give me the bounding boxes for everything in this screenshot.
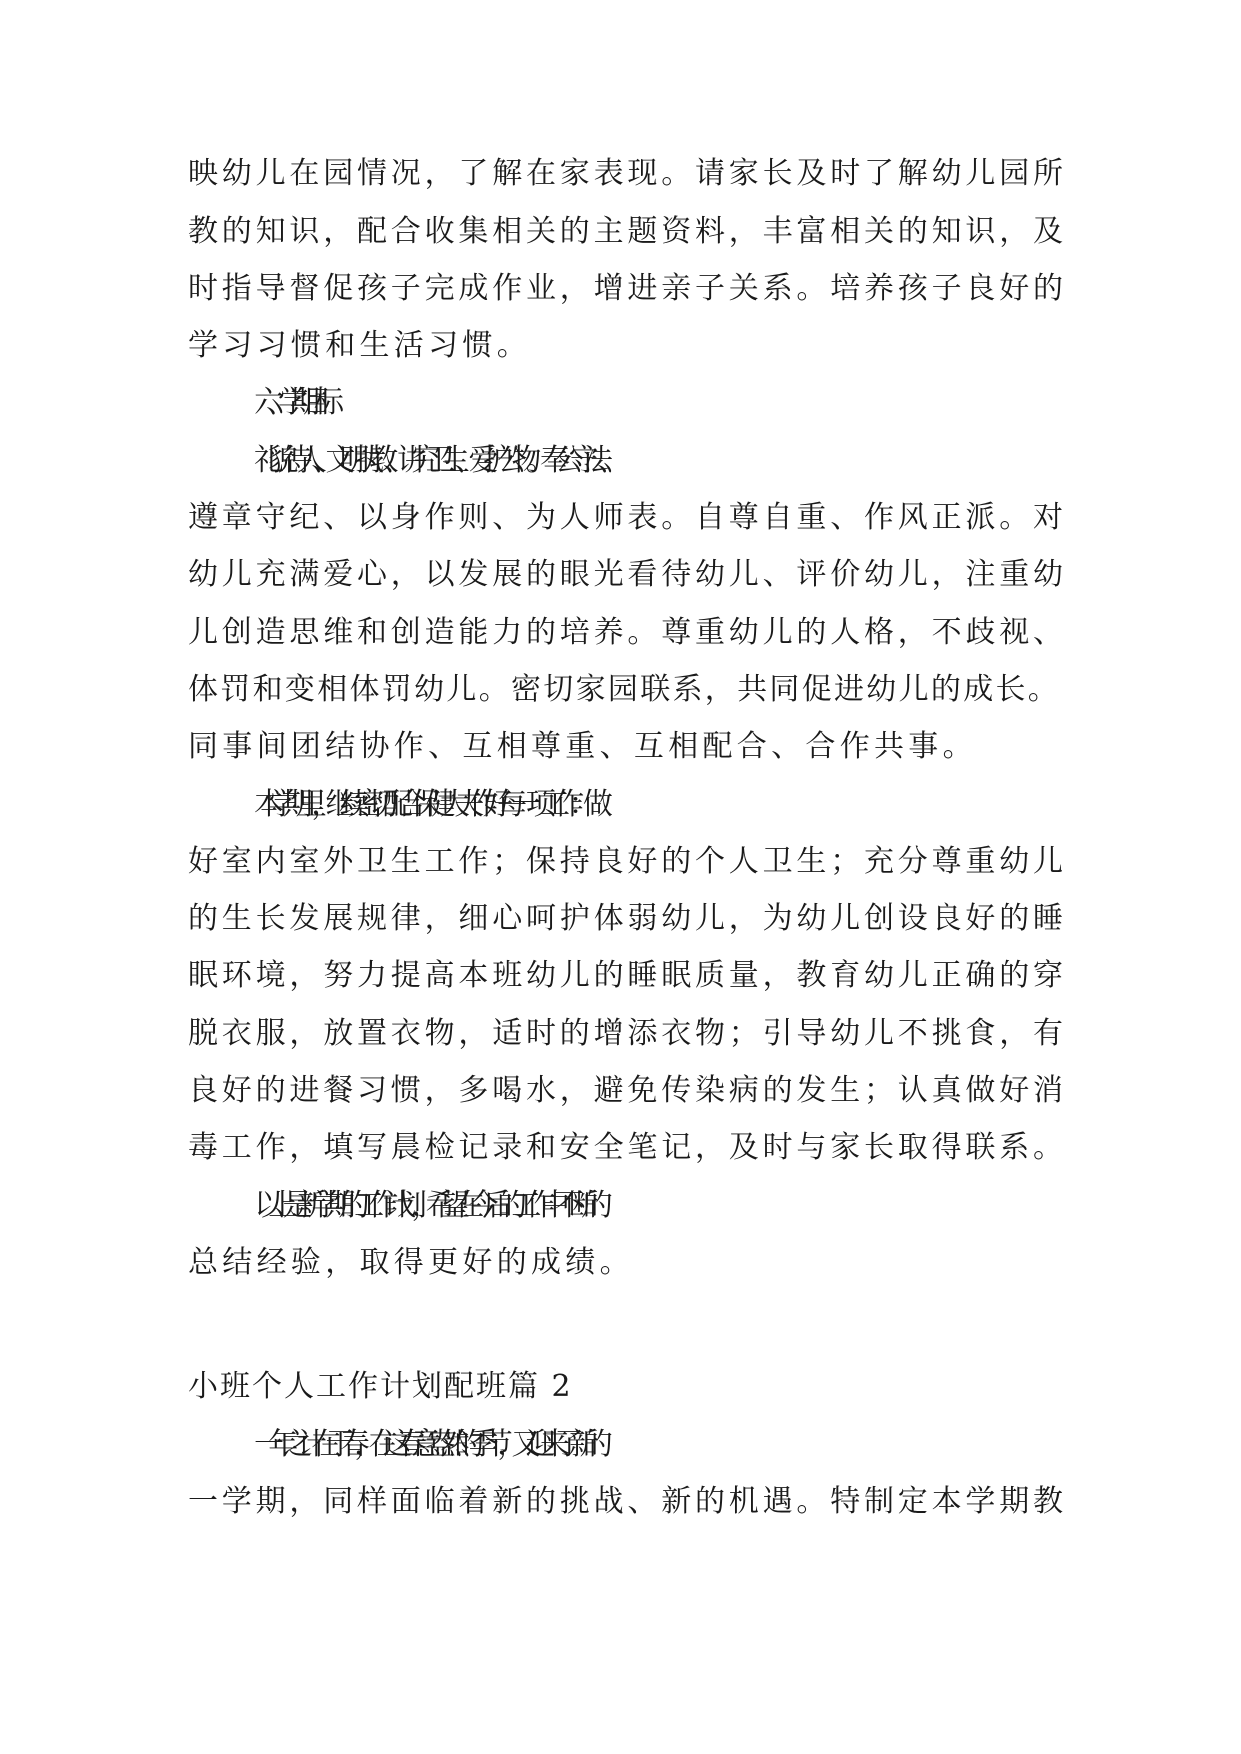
paragraph-line: 脱衣服，放置衣物，适时的增添衣物；引导幼儿不挑食，有 — [188, 1016, 1067, 1051]
paragraph-line: 同事间团结协作、互相尊重、互相配合、合作共事。 — [188, 729, 977, 764]
paragraph-line: 毒工作，填写晨检记录和安全笔记，及时与家长取得联系。 — [188, 1130, 1067, 1165]
paragraph-line: 幼儿充满爱心，以发展的眼光看待幼儿、评价幼儿，注重幼 — [188, 557, 1067, 592]
paragraph-line: 眠环境，努力提高本班幼儿的睡眠质量，教育幼儿正确的穿 — [188, 958, 1067, 993]
article-title: 小班个人工作计划配班篇 2 — [188, 1369, 573, 1404]
paragraph-line: 的生长发展规律，细心呵护体弱幼儿，为幼儿创设良好的睡 — [188, 901, 1067, 936]
paragraph-line: 儿创造思维和创造能力的培养。尊重幼儿的人格，不歧视、 — [188, 615, 1067, 650]
paragraph-line: 教的知识，配合收集相关的主题资料，丰富相关的知识，及 — [188, 214, 1067, 249]
paragraph-line: 映幼儿在园情况，了解在家表现。请家长及时了解幼儿园所 — [188, 156, 1067, 191]
paragraph-line: 总结经验，取得更好的成绩。 — [188, 1245, 634, 1280]
paragraph-line: 良好的进餐习惯，多喝水，避免传染病的发生；认真做好消 — [188, 1073, 1067, 1108]
paragraph-line: 学习习惯和生活习惯。 — [188, 328, 531, 363]
paragraph-line: 一学期，同样面临着新的挑战、新的机遇。特制定本学期教 — [188, 1484, 1067, 1519]
paragraph-line: 遵章守纪、以身作则、为人师表。自尊自重、作风正派。对 — [188, 500, 1067, 535]
paragraph-line: 以上是新学期的工作计划，希望在今后的工作中不断的 — [254, 1188, 598, 1223]
paragraph-line: 一年之计在于春，在这春意盎然的季节，又迎来了新的 — [254, 1427, 598, 1462]
paragraph-line: 时指导督促孩子完成作业，增进亲子关系。培养孩子良好的 — [188, 271, 1067, 306]
section-heading: 六、学期目标 — [254, 385, 326, 420]
paragraph-line: 礼貌待人、文明执教、讲究卫生、爱护公物。奉公守法、 — [254, 443, 612, 478]
paragraph-line: 本学期里，继续密切配合保健大夫作好每一项工作：做 — [254, 787, 598, 822]
paragraph-line: 体罚和变相体罚幼儿。密切家园联系，共同促进幼儿的成长。 — [188, 672, 1061, 707]
paragraph-line: 好室内室外卫生工作；保持良好的个人卫生；充分尊重幼儿 — [188, 844, 1067, 879]
